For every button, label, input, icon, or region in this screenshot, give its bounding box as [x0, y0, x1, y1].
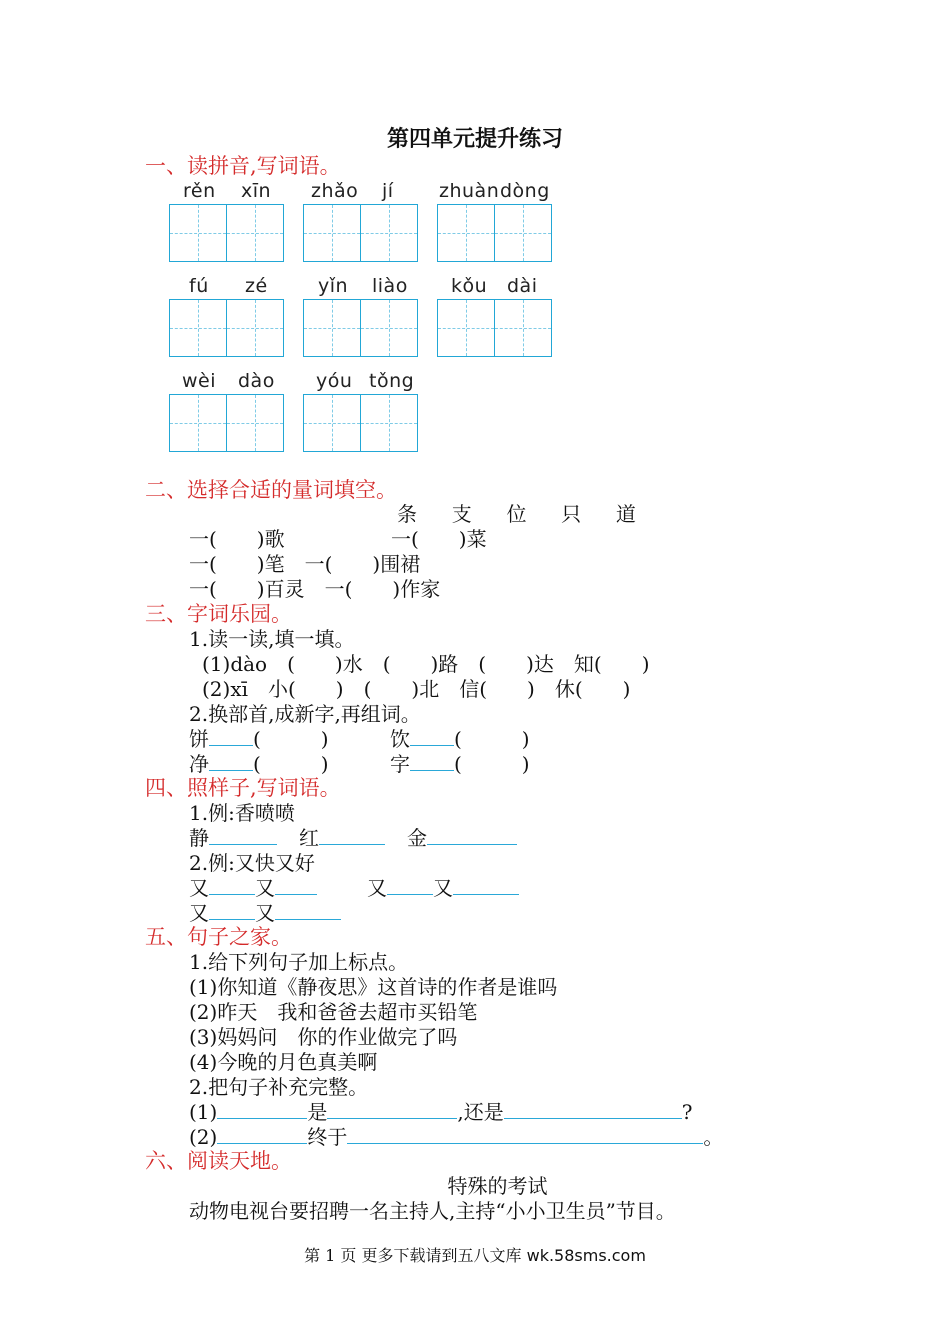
answer-blank[interactable] — [209, 826, 277, 845]
pinyin-label: dào — [238, 370, 275, 392]
writing-grid[interactable] — [437, 299, 552, 357]
section-heading-4: 四、照样子,写词语。 — [145, 776, 341, 800]
measure-item: 一( )菜 — [391, 527, 487, 551]
label: 终于 — [307, 1125, 348, 1149]
label: (2) — [189, 1125, 218, 1149]
word-bank-item: 条 — [397, 502, 417, 526]
word-bank-item: 只 — [561, 502, 582, 526]
sentence: (3)妈妈问 你的作业做完了吗 — [189, 1025, 458, 1049]
pinyin-label: yóu — [316, 370, 353, 392]
char: 又 — [367, 876, 387, 900]
measure-item: 一( )百灵 一( )作家 — [189, 577, 441, 601]
fill-row: (2)xī 小( ) ( )北 信( ) 休( ) — [202, 677, 631, 701]
section-heading-6: 六、阅读天地。 — [145, 1149, 292, 1173]
question-text: 1.给下列句子加上标点。 — [189, 950, 409, 974]
measure-item: 一( )笔 一( )围裙 — [189, 552, 421, 576]
label: ? — [681, 1100, 693, 1124]
pinyin-label: zhuàn — [439, 180, 500, 202]
char: 又 — [433, 876, 453, 900]
answer-blank[interactable] — [217, 1100, 307, 1119]
answer-blank[interactable] — [453, 876, 519, 895]
word-bank-item: 道 — [615, 502, 636, 526]
question-text: 2.把句子补充完整。 — [189, 1075, 369, 1099]
pinyin-label: tǒng — [369, 370, 415, 392]
page-title: 第四单元提升练习 — [386, 126, 563, 152]
question-text: 1.例:香喷喷 — [189, 801, 295, 825]
paren-blank: ( ) — [253, 752, 329, 776]
char: 又 — [189, 901, 209, 925]
answer-blank[interactable] — [217, 1125, 307, 1144]
answer-blank[interactable] — [209, 876, 255, 895]
pinyin-label: rěn — [183, 180, 216, 202]
label: ,还是 — [457, 1100, 504, 1124]
label: 是 — [307, 1100, 328, 1124]
paren-blank: ( ) — [253, 727, 329, 751]
char: 字 — [390, 752, 410, 776]
paren-blank: ( ) — [454, 752, 530, 776]
char: 又 — [189, 876, 209, 900]
answer-blank[interactable] — [410, 752, 454, 771]
word-bank-item: 支 — [451, 502, 472, 526]
answer-blank[interactable] — [319, 826, 385, 845]
sentence: (4)今晚的月色真美啊 — [189, 1050, 378, 1074]
fill-row: (1)dào ( )水 ( )路 ( )达 知( ) — [202, 652, 650, 676]
word-bank-item: 位 — [506, 502, 527, 526]
reading-title: 特殊的考试 — [447, 1174, 548, 1198]
answer-blank[interactable] — [504, 1100, 682, 1119]
writing-grid[interactable] — [437, 204, 552, 262]
answer-blank[interactable] — [410, 727, 454, 746]
pinyin-label: dòng — [500, 180, 550, 202]
pinyin-label: jí — [382, 180, 394, 202]
writing-grid[interactable] — [303, 394, 418, 452]
char: 金 — [407, 826, 427, 850]
reading-text: 动物电视台要招聘一名主持人,主持“小小卫生员”节目。 — [189, 1199, 676, 1223]
answer-blank[interactable] — [427, 826, 517, 845]
writing-grid[interactable] — [169, 204, 284, 262]
sentence: (1)你知道《静夜思》这首诗的作者是谁吗 — [189, 975, 558, 999]
footer-link[interactable]: wk.58sms.com — [526, 1246, 646, 1265]
question-text: 2.例:又快又好 — [189, 851, 315, 875]
pinyin-label: dài — [507, 275, 538, 297]
pinyin-label: zhǎo — [311, 180, 359, 202]
answer-blank[interactable] — [275, 876, 317, 895]
section-heading-1: 一、读拼音,写词语。 — [145, 154, 341, 178]
char: 饮 — [390, 727, 410, 751]
pinyin-label: yǐn — [318, 275, 349, 297]
measure-item: 一( )歌 — [189, 527, 285, 551]
writing-grid[interactable] — [303, 299, 418, 357]
label: 。 — [703, 1125, 724, 1149]
answer-blank[interactable] — [327, 1100, 457, 1119]
radical-row — [390, 748, 530, 777]
char: 静 — [189, 826, 209, 850]
section-heading-5: 五、句子之家。 — [145, 925, 292, 949]
char: 又 — [255, 901, 275, 925]
char: 红 — [299, 826, 319, 850]
pinyin-label: xīn — [241, 180, 272, 202]
answer-blank[interactable] — [347, 1125, 703, 1144]
pinyin-label: liào — [372, 275, 408, 297]
char: 饼 — [189, 727, 209, 751]
pinyin-label: kǒu — [451, 275, 488, 297]
sentence: (2)昨天 我和爸爸去超市买铅笔 — [189, 1000, 478, 1024]
writing-grid[interactable] — [169, 299, 284, 357]
section-heading-3: 三、字词乐园。 — [145, 602, 292, 626]
footer-text: 第 1 页 更多下载请到五八文库 — [304, 1246, 527, 1265]
char: 净 — [189, 752, 209, 776]
question-text: 1.读一读,填一填。 — [189, 627, 355, 651]
answer-blank[interactable] — [275, 901, 341, 920]
example-row — [367, 872, 519, 901]
section-heading-2: 二、选择合适的量词填空。 — [145, 478, 397, 502]
pinyin-label: zé — [245, 275, 268, 297]
char: 又 — [255, 876, 275, 900]
pinyin-label: wèi — [182, 370, 217, 392]
answer-blank[interactable] — [209, 901, 255, 920]
page-footer — [0, 1243, 950, 1266]
writing-grid[interactable] — [169, 394, 284, 452]
question-text: 2.换部首,成新字,再组词。 — [189, 702, 421, 726]
answer-blank[interactable] — [209, 752, 253, 771]
answer-blank[interactable] — [209, 727, 253, 746]
writing-grid[interactable] — [303, 204, 418, 262]
paren-blank: ( ) — [454, 727, 530, 751]
pinyin-label: fú — [189, 275, 209, 297]
label: (1) — [189, 1100, 218, 1124]
answer-blank[interactable] — [387, 876, 433, 895]
